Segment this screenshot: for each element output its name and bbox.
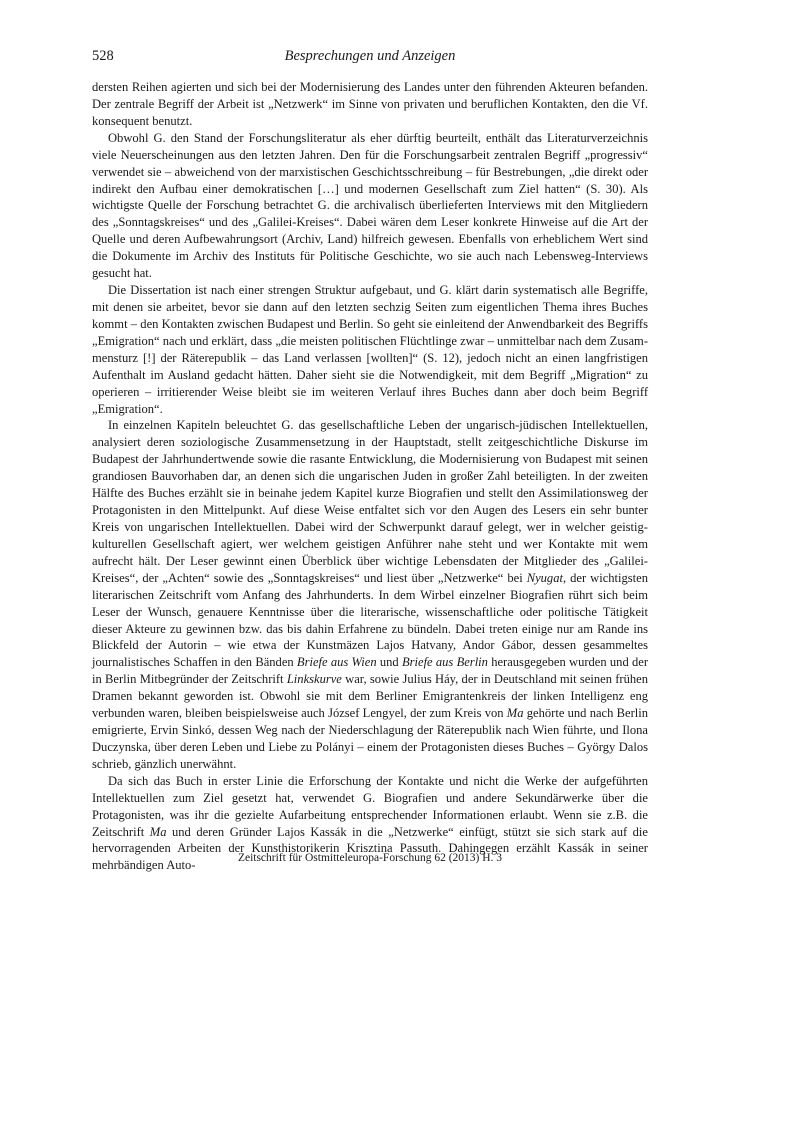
body-paragraph bbox=[92, 130, 648, 282]
running-header bbox=[92, 48, 648, 68]
body-paragraph bbox=[92, 417, 648, 772]
italic-title: Linkskurve bbox=[286, 672, 342, 687]
body-paragraph bbox=[92, 282, 648, 417]
paragraph-text: und deren Gründer Lajos Kassák in die „Netzwerke“ einfügt, stützt sie sich stark auf die hervorragenden Arbeiten der Kunsthistorikerin Krisztina Passuth. Dahingegen erzählt Kassák in seiner mehrbändigen Auto- bbox=[92, 824, 648, 873]
paragraph-text: Die Dissertation ist nach einer strengen Struktur aufgebaut, und G. klärt darin systematisch alle Begriffe, mit denen sie arbeitet, bevor sie dann auf den letzten sechzig Seiten zum eigentlichen Thema ihres Buches kommt – den Kontakten zwischen Budapest und Berlin. So geht sie einleitend der Anwendbarkeit des Begriffs „Emigration“ nach und erklärt, dass „die meisten politischen Flüchtlinge zwar – unmittelbar nach dem Zusammensturz [!] der Räterepublik – das Land verlassen [wollten]“ (S. 12), jedoch nicht an einen langfristigen Aufenthalt im Ausland gedacht hätten. Daher sieht sie die Notwendigkeit, mit dem Begriff „Migration“ zu operieren – irritierender Weise bleibt sie im weiteren Verlauf ihres Buches dann aber doch beim Begriff „Emigration“. bbox=[92, 283, 648, 416]
paragraph-text: , der wichtigsten literarischen Zeitschrift vom Anfang des Jahrhunderts. In dem Wirbel einzelner Biografien rührt sich beim Leser der Wunsch, genauere Kenntnisse über die literarische, wissenschaftliche oder politische Tätigkeit dieser Akteure zu gewinnen bzw. das bis dahin Erfahrene zu bündeln. Dabei treten einige nur am Rande ins Blickfeld der Autorin – wie etwa der Kunstmäzen Lajos Hatvany, Andor Gábor, dessen gesammeltes journalistisches Schaffen in den Bänden bbox=[92, 570, 648, 670]
italic-title: Briefe aus Berlin bbox=[401, 655, 488, 670]
paragraph-text: herausgegeben wurden und der in Berlin Mitbegründer der Zeitschrift bbox=[92, 655, 648, 687]
paragraph-text: war, sowie Julius Háy, der in Deutschland mit seinen frühen Dramen bekannt geworden ist. Obwohl sie mit dem Berliner Emigrantenkreis der linken Intelligenz eng verbunden waren, bleiben beispielsweise auch József Lengyel, der zum Kreis von bbox=[92, 672, 648, 721]
paragraph-text: In einzelnen Kapiteln beleuchtet G. das gesellschaftliche Leben der ungarisch-jüdischen Intellektuellen, analysiert deren soziologische Zusammensetzung in der Hauptstadt, stellt zeitgeschichtliche Diskurse im Budapest der Jahrhundertwende sowie die rasante Entwicklung, die Modernisierung von Budapest mit seinen grandiosen Bauvorhaben dar, an denen sich die ungarischen Juden in großer Zahl beteiligten. In der zweiten Hälfte des Buches erzählt sie in beinahe jedem Kapitel kurze Biografien und stellt den Assimilationsweg der Protagonisten in den Mittelpunkt. Auf diese Weise entfaltet sich vor den Augen des Lesers ein sehr bunter Kreis von ungarischen Intellektuellen. Dabei wird der Schwerpunkt darauf gelegt, wer in welcher geistig-kulturellen Gesellschaft agiert, wer welchem geistigen Anführer nahe steht und wer Kontakte mit wem aufrecht hält. Der Leser gewinnt einen Überblick über wichtige Lebensdaten der Mitglieder des „Galilei-Kreises“, der „Achten“ sowie des „Sonntagskreises“ und liest über „Netzwerke“ bei bbox=[92, 418, 648, 585]
body-paragraph bbox=[92, 79, 648, 130]
document-page bbox=[92, 0, 648, 1131]
body-text bbox=[92, 79, 648, 874]
italic-title: Briefe aus Wien bbox=[296, 655, 377, 670]
paragraph-text: und bbox=[376, 655, 402, 670]
paragraph-text: Da sich das Buch in erster Linie die Erforschung der Kontakte und nicht die Werke der aufgeführten Intellektuellen zum Ziel gesetzt hat, verwendet G. Biografien und andere Sekundärwerke über die Protagonisten, was ihr die gezielte Aufarbeitung entsprechender Informationen erlaubt. Wenn sie z.B. die Zeitschrift bbox=[92, 773, 648, 839]
page-number: 528 bbox=[92, 48, 114, 64]
running-title: Besprechungen und Anzeigen bbox=[284, 48, 456, 64]
paragraph-text: dersten Reihen agierten und sich bei der Modernisierung des Landes unter den führenden Akteuren befanden. Der zentrale Begriff der Arbeit ist „Netzwerk“ im Sinne von privaten und beruflichen Kontakten, den die Vf. konsequent benutzt. bbox=[92, 80, 648, 128]
italic-title: Ma bbox=[506, 706, 524, 721]
italic-title: Ma bbox=[149, 824, 167, 839]
paragraph-text: gehörte und nach Berlin emigrierte, Ervin Sinkó, dessen Weg nach der Niederschlagung der Räterepublik nach Wien führte, und Ilona Duczynska, über deren Leben und Liebe zu Polányi – einem der Protagonisten dieses Buches – György Dalos schrieb, gänzlich unerwähnt. bbox=[92, 706, 648, 771]
italic-title: Nyugat bbox=[526, 570, 563, 585]
journal-footer: Zeitschrift für Ostmitteleuropa-Forschung 62 (2013) H. 3 bbox=[237, 852, 503, 864]
paragraph-text: Obwohl G. den Stand der Forschungsliteratur als eher dürftig beurteilt, enthält das Literaturverzeichnis viele Neuerscheinungen aus den letzten Jahren. Den für die Forschungsarbeit zentralen Begriff „progressiv“ verwendet sie – abweichend von der marxistischen Geschichtsschreibung – für Bestrebungen, „die direkt oder indirekt den Aufbau einer demokratischen […] und modernen Gesellschaft zum Ziel hatten“ (S. 30). Als wichtigste Quelle der Forschung betrachtet G. die archivalisch überlieferten Interviews mit den Mitgliedern des „Sonntagskreises“ und des „Galilei-Kreises“. Dabei wären dem Leser konkrete Hinweise auf die Art der Quelle und deren Aufbewahrungsort (Archiv, Land) hilfreich gewesen. Ebenfalls von erheblichem Wert sind die Dokumente im Archiv des Instituts für Politische Geschichte, wo sie auch nach Lebensweg-Interviews gesucht hat. bbox=[92, 130, 648, 281]
